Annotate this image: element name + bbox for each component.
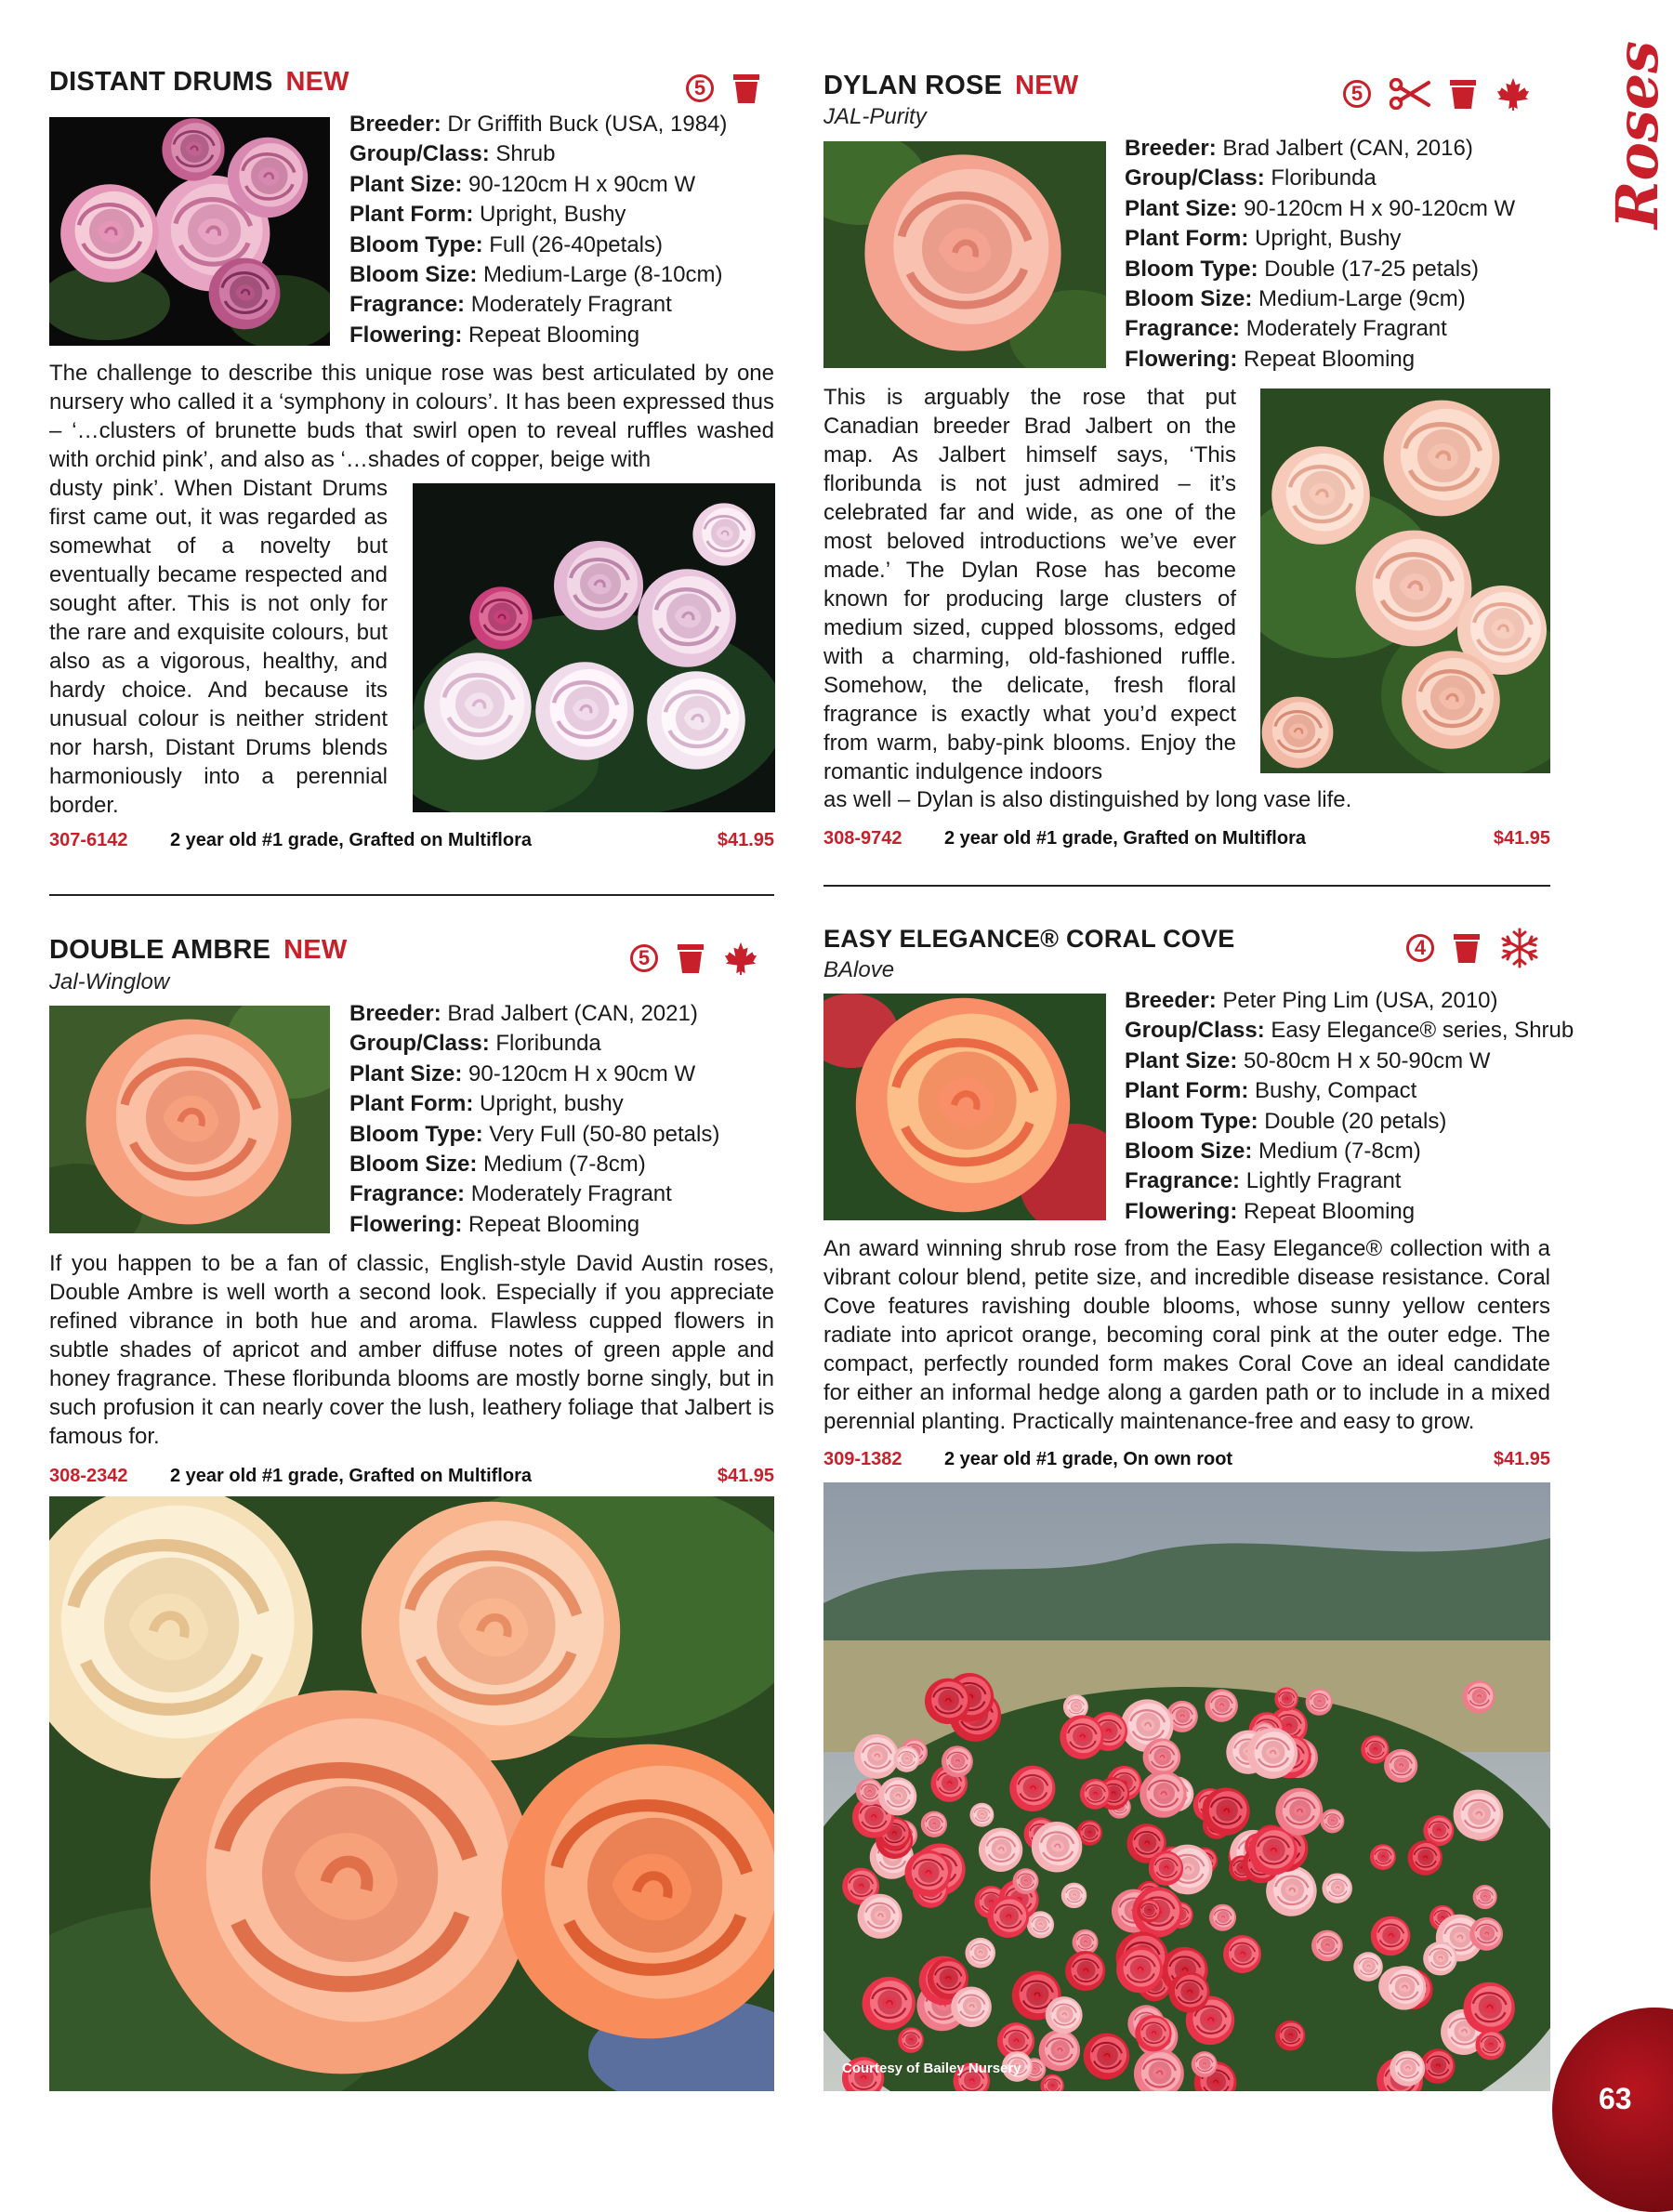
price: $41.95 (717, 830, 774, 850)
shrub-bloom (904, 1850, 951, 1897)
shrub-bloom (858, 1894, 902, 1939)
shrub-bloom (1060, 1715, 1103, 1758)
product-photo-large (49, 1496, 774, 2091)
shrub-bloom (1012, 1868, 1038, 1894)
product-photo (823, 141, 1106, 368)
shrub-bloom (1223, 1935, 1261, 1973)
shrub-bloom (921, 1811, 947, 1837)
product-photo (49, 1006, 330, 1233)
shrub-bloom (979, 1828, 1022, 1872)
divider (49, 894, 774, 896)
grade: 2 year old #1 grade, On own root (944, 1449, 1233, 1469)
new-badge: NEW (283, 935, 348, 965)
size-value: 90-120cm H x 90-120cm W (1244, 195, 1516, 221)
fragrance-value: Lightly Fragrant (1245, 1168, 1402, 1194)
feature-icons (1406, 928, 1540, 968)
hardiness-zone-badge: 4 (1406, 934, 1434, 962)
shrub-bloom (1202, 1787, 1249, 1835)
shrub-bloom (1423, 1942, 1457, 1976)
shrub-bloom (1371, 1916, 1411, 1956)
shrub-bloom (856, 1779, 883, 1806)
shrub-bloom (1275, 1788, 1323, 1836)
shrub-bloom (1420, 2048, 1455, 2083)
bloom-size-value: Medium-Large (8-10cm) (483, 262, 723, 288)
shrub-bloom (1009, 1766, 1055, 1811)
entry-title (823, 925, 1234, 954)
shrub-bloom (863, 1977, 916, 2030)
feature-icons (630, 941, 758, 976)
shrub-bloom (951, 1986, 992, 2027)
shrub-bloom (893, 1746, 919, 1772)
form-value: Upright, Bushy (1255, 226, 1402, 252)
bloom-size-value: Medium (7-8cm) (483, 1152, 646, 1178)
sku: 307-6142 (49, 830, 128, 850)
shrub-bloom (1454, 1790, 1504, 1840)
description: If you happen to be a fan of classic, English-style David Austin roses, Double Ambre is well worth a second look. Especially if you appreciate refined vibrance in both hue and aroma. Flawless cupped flowers in subtle shades of apricot and amber diffuse notes of green apple and honey fragrance. These floribunda blooms are mostly borne singly, but in such profusion it can nearly cover the lush, leathery foliage that Jalbert is famous for. (49, 1251, 774, 1449)
new-badge: NEW (1015, 71, 1079, 100)
shrub-bloom (1065, 1951, 1105, 1991)
shrub-bloom (1384, 1749, 1417, 1783)
product-name: DISTANT DRUMS (49, 67, 273, 97)
pot-icon (1453, 932, 1481, 964)
form-value: Bushy, Compact (1255, 1078, 1417, 1104)
spec-list: Breeder: Peter Ping Lim (USA, 2010) Group/Class: Easy Elegance® series, Shrub Plant Size: 50-80cm H x 50-90cm W Plant Form: Bushy, Compact Bloom Type: Double (20 petals) Bloom Size: Medium (7-8cm) Fragrance: Lightly Fragrant Flowering: Repeat Blooming (1125, 988, 1574, 1224)
shrub-bloom (942, 1745, 973, 1777)
size-value: 50-80cm H x 50-90cm W (1244, 1047, 1491, 1073)
shrub-bloom (1311, 1930, 1343, 1962)
shrub-bloom (1139, 1771, 1186, 1817)
sku: 308-2342 (49, 1466, 128, 1486)
shrub-bloom (1039, 2030, 1081, 2072)
product-photo-secondary (1260, 388, 1550, 773)
sku: 309-1382 (823, 1449, 902, 1469)
price: $41.95 (1493, 1449, 1550, 1469)
grade: 2 year old #1 grade, Grafted on Multiflora (170, 830, 532, 850)
description-top: The challenge to describe this unique rose was best articulated by one nursery who called it a ‘symphony in colours’. It has been expressed thus – ‘…clusters of brunette buds that swirl open to reveal ruffles washed with orchid pink’, and also as ‘…shades of copper, beige with (49, 361, 774, 472)
description: An award winning shrub rose from the Easy Elegance® collection with a vibrant colour blend, petite size, and incredible disease resistance. Coral Cove features ravishing double blooms, whose sunny yellow centers radiate into apricot orange, becoming coral pink at the outer edge. The compact, perfectly rounded form makes Coral Cove an ideal candidate for either an informal hedge along a garden path or to include in a mixed perennial planting. Practically maintenance-free and easy to grow. (823, 1236, 1550, 1434)
shrub-bloom (969, 1803, 994, 1827)
shrub-bloom (854, 1734, 899, 1779)
price: $41.95 (1493, 828, 1550, 849)
pot-icon (732, 72, 760, 104)
shrub-bloom (1209, 1904, 1236, 1931)
grade: 2 year old #1 grade, Grafted on Multiflora (170, 1466, 532, 1486)
size-value: 90-120cm H x 90cm W (468, 171, 696, 197)
size-value: 90-120cm H x 90cm W (468, 1060, 696, 1086)
maple-leaf-icon (723, 941, 758, 976)
spec-list: Breeder: Brad Jalbert (CAN, 2021) Group/Class: Floribunda Plant Size: 90-120cm H x 90cm W Plant Form: Upright, bushy Bloom Type: Very Full (50-80 petals) Bloom Size: Medium (7-8cm) Fragrance: Moderately Fragrant Flowering: Repeat Blooming (349, 1001, 720, 1237)
photo-credit: Courtesy of Bailey Nursery (842, 2061, 1021, 2076)
bloom-size-value: Medium-Large (9cm) (1258, 286, 1466, 312)
shrub-bloom (1080, 1779, 1111, 1810)
product-name: DYLAN ROSE (823, 71, 1003, 100)
pot-icon (1449, 78, 1477, 110)
section-tab-roses: Roses (1603, 40, 1671, 230)
shrub-bloom (1032, 1822, 1083, 1873)
group-value: Floribunda (495, 1031, 601, 1057)
shrub-bloom (1061, 1883, 1087, 1909)
entry-title (49, 67, 349, 98)
shrub-bloom (1469, 1917, 1503, 1951)
snowflake-icon (1499, 928, 1540, 968)
sku: 308-9742 (823, 828, 902, 849)
flowering-value: Repeat Blooming (1244, 1198, 1416, 1224)
flowering-value: Repeat Blooming (468, 322, 640, 348)
shrub-bloom (1084, 2034, 1130, 2080)
description-wrap: dusty pink’. When Distant Drums first came out, it was regarded as somewhat of a novelty but eventually became respected and sought after. This is not only for the rare and exquisite colours, but also as a vigorous, healthy, and hardy choice. And because its unusual colour is neither strident nor harsh, Distant Drums blends harmoniously into a perennial border. (49, 476, 388, 818)
shrub-bloom (878, 1777, 916, 1815)
cultivar-code: BAlove (823, 957, 895, 982)
shrub-bloom (1370, 1844, 1396, 1870)
order-line (823, 1449, 1550, 1470)
product-photo-large (823, 1482, 1550, 2091)
grade: 2 year old #1 grade, Grafted on Multiflora (944, 828, 1306, 849)
flowering-value: Repeat Blooming (468, 1211, 640, 1237)
price: $41.95 (717, 1466, 774, 1486)
shrub-bloom (1248, 1826, 1297, 1875)
scissors-icon (1390, 78, 1430, 110)
form-value: Upright, bushy (480, 1091, 624, 1117)
breeder-value: Peter Ping Lim (USA, 2010) (1222, 988, 1498, 1013)
shrub-bloom (1464, 1982, 1515, 2034)
breeder-value: Brad Jalbert (CAN, 2016) (1222, 136, 1473, 161)
fragrance-value: Moderately Fragrant (470, 292, 672, 318)
group-value: Shrub (495, 141, 556, 167)
pot-icon (677, 942, 705, 974)
cultivar-code: JAL-Purity (823, 104, 927, 129)
order-line (49, 1466, 774, 1487)
fragrance-value: Moderately Fragrant (470, 1181, 672, 1207)
group-value: Easy Elegance® series, Shrub (1271, 1018, 1574, 1044)
maple-leaf-icon (1495, 76, 1531, 112)
shrub-bloom (1353, 1952, 1383, 1982)
fragrance-value: Moderately Fragrant (1245, 316, 1447, 342)
bloom-type-value: Full (26-40petals) (489, 231, 663, 257)
hardiness-zone-badge: 5 (686, 74, 714, 102)
feature-icons (1343, 76, 1531, 112)
spec-list: Breeder: Dr Griffith Buck (USA, 1984) Group/Class: Shrub Plant Size: 90-120cm H x 90cm W Plant Form: Upright, Bushy Bloom Type: Full (26-40petals) Bloom Size: Medium-Large (8-10cm) Fragrance: Moderately Fragrant Flowering: Repeat Blooming (349, 112, 728, 348)
entry-title (823, 71, 1078, 101)
description-wrap: This is arguably the rose that put Canadian breeder Brad Jalbert on the map. As Jalbert himself says, ‘This floribunda is not just admired – it’s celebrated far and wide, as one of the most beloved introductions we’ve ever made.’ The Dylan Rose has become known for producing large clusters of medium sized, cupped blossoms, edged with a charming, old-fashioned ruffle. Somehow, the delicate, fresh floral fragrance is exactly what you’d expect from warm, baby-pink blooms. Enjoy the romantic indulgence indoors (823, 385, 1236, 784)
divider (823, 885, 1550, 887)
shrub-bloom (1407, 1840, 1442, 1875)
shrub-bloom (925, 1679, 970, 1724)
flowering-value: Repeat Blooming (1244, 346, 1416, 372)
shrub-bloom (1149, 1850, 1183, 1885)
shrub-bloom (1116, 1946, 1163, 1993)
bloom-size-value: Medium (7-8cm) (1258, 1139, 1421, 1165)
shrub-bloom (1473, 1885, 1497, 1909)
breeder-value: Brad Jalbert (CAN, 2021) (447, 1001, 698, 1026)
shrub-bloom (1382, 1966, 1426, 2009)
product-photo (49, 117, 330, 346)
shrub-bloom (1320, 1809, 1344, 1833)
spec-list: Breeder: Brad Jalbert (CAN, 2016) Group/Class: Floribunda Plant Size: 90-120cm H x 90-120cm W Plant Form: Upright, Bushy Bloom Type: Double (17-25 petals) Bloom Size: Medium-Large (9cm) Fragrance: Moderately Fragrant Flowering: Repeat Blooming (1125, 136, 1516, 372)
order-line (823, 828, 1550, 849)
shrub-bloom (1192, 2051, 1218, 2077)
hardiness-zone-badge: 5 (1343, 80, 1371, 108)
group-value: Floribunda (1271, 165, 1377, 191)
shrub-bloom (1275, 2021, 1305, 2050)
hardiness-zone-badge: 5 (630, 944, 658, 972)
shrub-bloom (1169, 1972, 1210, 2013)
shrub-bloom (965, 1938, 995, 1968)
shrub-bloom (1135, 2015, 1171, 2051)
bloom-type-value: Double (20 petals) (1264, 1108, 1447, 1134)
shrub-bloom (1143, 1738, 1181, 1776)
form-value: Upright, Bushy (480, 202, 626, 228)
entry-title (49, 935, 347, 966)
breeder-value: Dr Griffith Buck (USA, 1984) (447, 112, 728, 137)
shrub-bloom (987, 1896, 1029, 1938)
product-name: EASY ELEGANCE® CORAL COVE (823, 925, 1235, 953)
bloom-type-value: Double (17-25 petals) (1264, 256, 1480, 282)
product-photo (823, 994, 1106, 1220)
description-bottom: as well – Dylan is also distinguished by long vase life. (823, 787, 1352, 812)
shrub-bloom (1274, 1687, 1298, 1711)
shrub-bloom (1205, 1689, 1238, 1722)
product-photo-secondary (413, 483, 775, 812)
shrub-bloom (1322, 1873, 1351, 1903)
new-badge: NEW (285, 67, 349, 97)
shrub-bloom (1246, 1728, 1298, 1779)
shrub-bloom (1137, 1899, 1161, 1923)
shrub-bloom (1361, 1735, 1389, 1763)
product-name: DOUBLE AMBRE (49, 935, 271, 965)
feature-icons (686, 72, 760, 104)
cultivar-code: Jal-Winglow (49, 969, 170, 994)
page-number: 63 (1599, 2082, 1632, 2115)
shrub-bloom (1390, 2051, 1425, 2087)
shrub-bloom (1046, 1996, 1083, 2034)
shrub-bloom (1462, 1680, 1495, 1713)
order-line (49, 830, 774, 851)
shrub-bloom (1475, 2030, 1505, 2060)
shrub-bloom (1306, 1689, 1333, 1716)
bloom-type-value: Very Full (50-80 petals) (489, 1121, 720, 1147)
shrub-bloom (898, 2027, 924, 2053)
